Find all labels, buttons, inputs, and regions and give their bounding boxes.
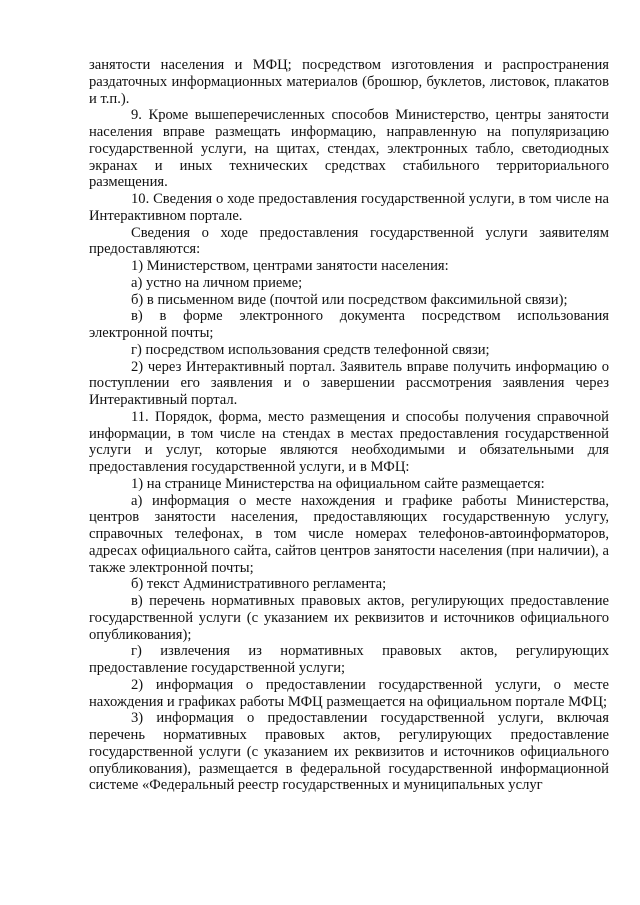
document-body: [89, 57, 609, 794]
paragraph-continuation: занятости населения и МФЦ; посредством изготовления и распространения раздаточных информационных материалов (брошюр, буклетов, листовок, плакатов и т.п.).: [89, 57, 609, 107]
paragraph-status-info: Сведения о ходе предоставления государственной услуги заявителям предоставляются:: [89, 224, 609, 258]
paragraph-subitem-3-federal-registry: 3) информация о предоставлении государственной услуги, включая перечень нормативных правовых актов, регулирующих предоставление государственной услуги (с указанием их реквизитов и источников официального опубликования), размещается в федеральной государственной информационной системе «Федеральный реестр государственных и муниципальных услуг: [89, 710, 609, 794]
paragraph-subitem-b: б) в письменном виде (почтой или посредством факсимильной связи);: [131, 291, 568, 308]
paragraph-item-10: 10. Сведения о ходе предоставления государственной услуги, в том числе на Интерактивном портале.: [89, 191, 609, 224]
paragraph-subitem-1-ministry-page: 1) на странице Министерства на официальном сайте размещается:: [131, 475, 545, 492]
paragraph-subitem-2: 2) через Интерактивный портал. Заявитель вправе получить информацию о поступлении его заявления и о завершении рассмотрения заявления через Интерактивный портал.: [89, 358, 609, 408]
paragraph-item-11: 11. Порядок, форма, место размещения и способы получения справочной информации, в том числе на стендах в местах предоставления государственной услуги и услуг, которые являются необходимыми и обязательными для предоставления государственной услуги, и в МФЦ:: [89, 408, 609, 475]
paragraph-subitem-a: а) устно на личном приеме;: [131, 274, 303, 291]
paragraph-subitem-a-location-info: а) информация о месте нахождения и графике работы Министерства, центров занятости населения, предоставляющих государственную услугу, справочных телефонах, в том числе номерах телефонов-автоинформаторов, адресах официального сайта, сайтов центров занятости населения (при наличии), а также электронной почты;: [89, 492, 609, 576]
paragraph-subitem-v: в) в форме электронного документа посредством использования электронной почты;: [89, 308, 609, 341]
paragraph-subitem-2-mfc-info: 2) информация о предоставлении государственной услуги, о месте нахождения и графиках работы МФЦ размещается на официальном портале МФЦ;: [89, 676, 609, 710]
paragraph-subitem-b-regulation-text: б) текст Административного регламента;: [131, 576, 387, 593]
paragraph-subitem-v-legal-acts: в) перечень нормативных правовых актов, регулирующих предоставление государственной услуги (с указанием их реквизитов и источников официального опубликования);: [89, 593, 609, 643]
paragraph-subitem-g: г) посредством использования средств телефонной связи;: [131, 341, 490, 358]
paragraph-item-9: 9. Кроме вышеперечисленных способов Министерство, центры занятости населения вправе размещать информацию, направленную на популяризацию государственной услуги, на щитах, стендах, электронных табло, светодиодных экранах и иных технических средствах стабильного территориального размещения.: [89, 107, 609, 191]
paragraph-subitem-g-extracts: г) извлечения из нормативных правовых актов, регулирующих предоставление государственной услуги;: [89, 643, 609, 676]
paragraph-subitem-1: 1) Министерством, центрами занятости населения:: [131, 258, 449, 274]
